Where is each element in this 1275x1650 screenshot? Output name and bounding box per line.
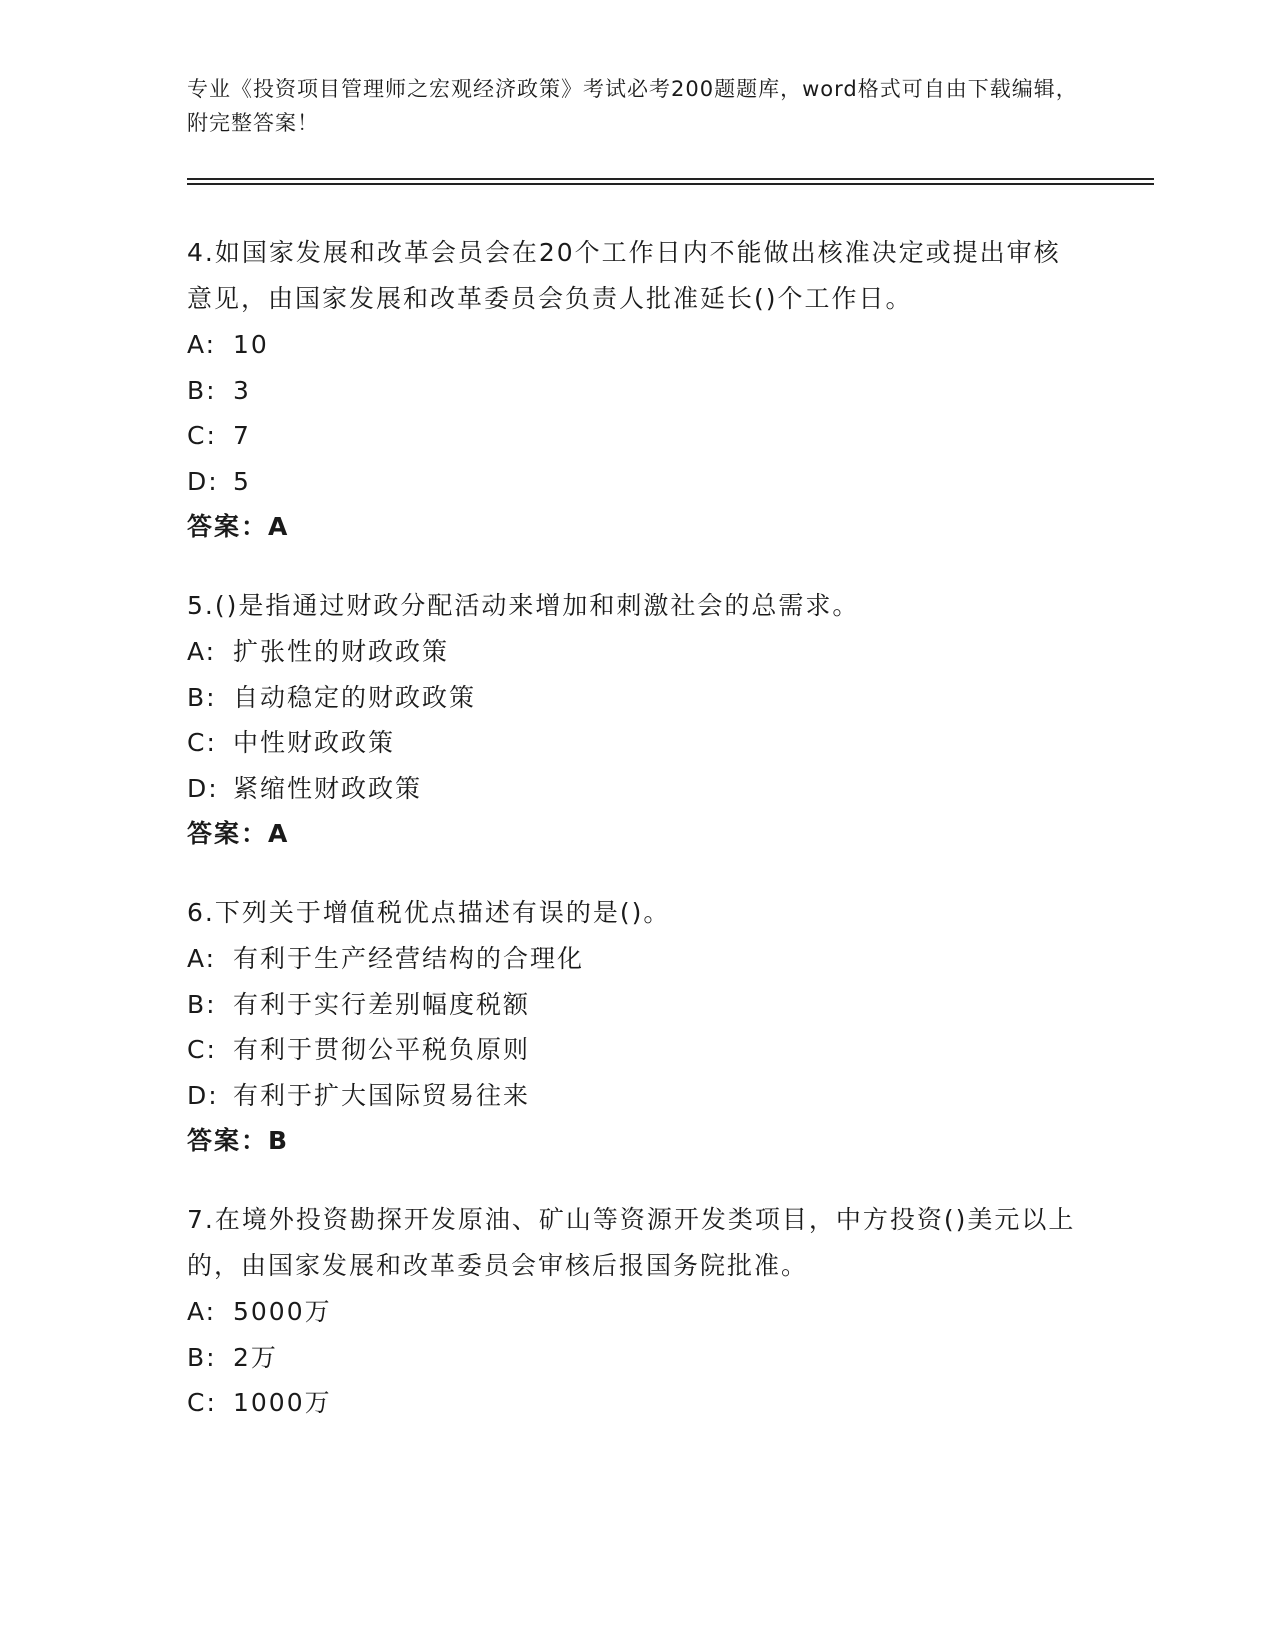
answer: 答案：A	[187, 819, 290, 848]
option-label: B:	[187, 989, 217, 1019]
option-label: C:	[187, 728, 217, 757]
option-text: 1000万	[233, 1388, 332, 1417]
option-label: B:	[187, 1342, 217, 1372]
question-stem: 4.如国家发展和改革会员会在20个工作日内不能做出核准决定或提出审核意见，由国家发展和改革委员会负责人批准延长()个工作日。	[187, 238, 1061, 313]
option-text: 有利于扩大国际贸易往来	[233, 1080, 531, 1110]
option-text: 紧缩性财政政策	[233, 773, 423, 803]
answer: 答案：B	[187, 1126, 290, 1155]
question-7	[187, 1197, 1087, 1426]
option-a	[187, 1289, 1087, 1335]
header-rule-top	[187, 178, 1154, 180]
option-label: A:	[187, 330, 217, 359]
question-5	[187, 583, 1087, 857]
option-text: 有利于贯彻公平税负原则	[233, 1035, 531, 1064]
option-text: 10	[233, 330, 269, 359]
option-b	[187, 675, 1087, 721]
option-text: 2万	[233, 1342, 278, 1372]
option-text: 5000万	[233, 1297, 332, 1326]
option-text: 3	[233, 375, 251, 405]
option-a	[187, 936, 1087, 982]
option-c	[187, 1027, 1087, 1073]
question-4	[187, 230, 1087, 550]
option-text: 自动稳定的财政政策	[233, 682, 477, 712]
option-text: 中性财政政策	[233, 728, 396, 757]
option-d	[187, 1073, 1087, 1119]
option-d	[187, 459, 1087, 505]
header-rule-bottom	[187, 183, 1154, 185]
option-b	[187, 1335, 1087, 1381]
option-b	[187, 982, 1087, 1028]
option-label: C:	[187, 421, 217, 450]
document-header: 专业《投资项目管理师之宏观经济政策》考试必考200题题库，word格式可自由下载编辑，附完整答案！	[187, 77, 1078, 135]
option-text: 扩张性的财政政策	[233, 637, 450, 666]
option-label: C:	[187, 1388, 217, 1417]
answer: 答案：A	[187, 512, 290, 541]
option-a	[187, 629, 1087, 675]
question-6	[187, 890, 1087, 1164]
question-stem: 6.下列关于增值税优点描述有误的是()。	[187, 898, 671, 927]
option-label: B:	[187, 682, 217, 712]
question-stem: 7.在境外投资勘探开发原油、矿山等资源开发类项目，中方投资()美元以上的，由国家发展和改革委员会审核后报国务院批准。	[187, 1205, 1076, 1280]
option-label: D:	[187, 773, 219, 803]
option-label: A:	[187, 637, 217, 666]
option-text: 有利于实行差别幅度税额	[233, 989, 531, 1019]
option-d	[187, 766, 1087, 812]
option-c	[187, 720, 1087, 766]
option-label: D:	[187, 466, 219, 496]
option-text: 7	[233, 421, 251, 450]
question-list	[187, 230, 1087, 1459]
option-label: D:	[187, 1080, 219, 1110]
option-c	[187, 1380, 1087, 1426]
option-b	[187, 368, 1087, 414]
option-label: B:	[187, 375, 217, 405]
question-stem: 5.()是指通过财政分配活动来增加和刺激社会的总需求。	[187, 591, 860, 620]
option-label: A:	[187, 1297, 217, 1326]
option-c	[187, 413, 1087, 459]
option-label: A:	[187, 944, 217, 973]
option-a	[187, 322, 1087, 368]
option-text: 有利于生产经营结构的合理化	[233, 944, 585, 973]
option-label: C:	[187, 1035, 217, 1064]
option-text: 5	[233, 466, 251, 496]
